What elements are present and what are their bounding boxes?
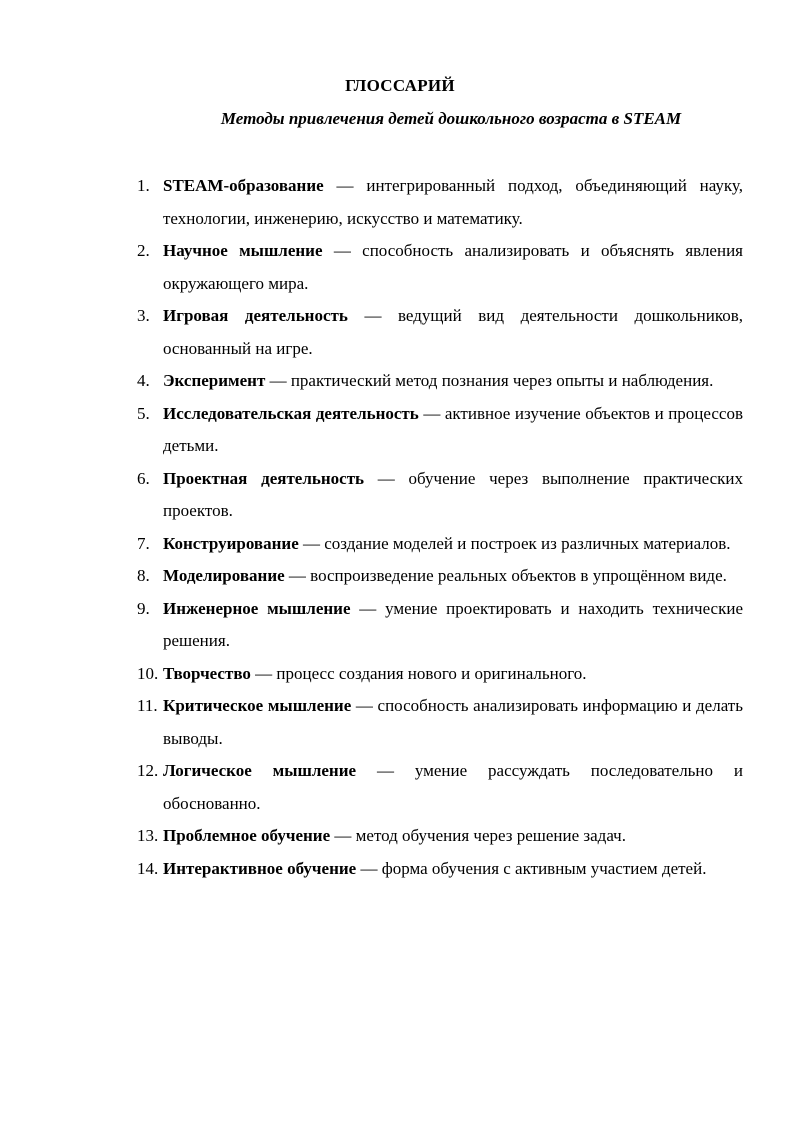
item-number: 13. <box>137 826 159 845</box>
item-number: 5. <box>137 403 150 423</box>
item-term: Игровая деятельность <box>163 306 348 325</box>
item-term: Логическое мышление <box>163 761 357 780</box>
glossary-item <box>0 365 800 398</box>
glossary-item <box>0 690 800 755</box>
item-number: 1. <box>137 176 150 195</box>
glossary-item <box>0 170 800 235</box>
document-title: ГЛОССАРИЙ <box>345 76 455 95</box>
item-text <box>163 690 743 755</box>
item-definition: — практический метод познания через опыты и наблюдения. <box>265 371 714 390</box>
item-number: 11. <box>137 696 158 715</box>
item-text <box>163 560 743 593</box>
item-definition: — форма обучения с активным участием детей. <box>356 858 707 878</box>
item-definition: — процесс создания нового и оригинального. <box>250 663 587 683</box>
item-text <box>163 365 743 398</box>
glossary-item <box>0 853 800 886</box>
item-term: Эксперимент <box>163 371 266 390</box>
item-definition: — воспроизведение реальных объектов в упрощённом виде. <box>284 566 727 585</box>
item-definition: — обучение через выполнение практических проектов. <box>163 468 744 520</box>
item-text <box>163 398 743 463</box>
document-subtitle: Методы привлечения детей дошкольного возраста в STEAM <box>220 109 682 128</box>
item-definition: — ведущий вид деятельности дошкольников, основанный на игре. <box>163 306 743 358</box>
item-text <box>163 755 743 820</box>
item-term: STEAM-образование <box>163 176 324 195</box>
item-definition: — способность анализировать и объяснять явления окружающего мира. <box>163 241 743 293</box>
glossary-item <box>0 820 800 853</box>
item-text <box>163 528 743 561</box>
glossary-item <box>0 300 800 365</box>
item-term: Научное мышление <box>163 241 323 260</box>
item-term: Исследовательская деятельность <box>163 403 419 423</box>
item-definition: — создание моделей и построек из различных материалов. <box>298 533 731 553</box>
item-definition: — умение проектировать и находить технические решения. <box>163 598 743 650</box>
item-number: 14. <box>137 858 159 878</box>
item-term: Критическое мышление <box>163 696 352 715</box>
item-text <box>163 593 743 658</box>
item-term: Интерактивное обучение <box>163 858 357 878</box>
item-definition: — активное изучение объектов и процессов детьми. <box>163 403 743 455</box>
item-text <box>163 658 743 691</box>
glossary-item <box>0 560 800 593</box>
glossary-item <box>0 755 800 820</box>
glossary-item <box>0 235 800 300</box>
item-number: 4. <box>137 371 150 390</box>
glossary-item <box>0 398 800 463</box>
item-number: 12. <box>137 761 159 780</box>
glossary-item <box>0 463 800 528</box>
glossary-item <box>0 528 800 561</box>
item-text <box>163 853 743 886</box>
item-number: 9. <box>137 598 150 618</box>
item-number: 7. <box>137 533 150 553</box>
item-text <box>163 463 743 528</box>
item-term: Творчество <box>163 663 251 683</box>
item-term: Инженерное мышление <box>163 598 351 618</box>
glossary-item <box>0 658 800 691</box>
item-definition: — метод обучения через решение задач. <box>330 826 626 845</box>
glossary-item <box>0 593 800 658</box>
item-text <box>163 820 743 853</box>
item-term: Моделирование <box>163 566 285 585</box>
item-number: 10. <box>137 663 159 683</box>
glossary-list <box>0 170 800 885</box>
item-definition: — интегрированный подход, объединяющий науку, технологии, инженерию, искусство и математику. <box>163 176 743 228</box>
item-term: Конструирование <box>163 533 299 553</box>
item-text <box>163 235 743 300</box>
item-term: Проектная деятельность <box>163 468 365 488</box>
item-number: 6. <box>137 468 150 488</box>
item-definition: — способность анализировать информацию и делать выводы. <box>163 696 743 748</box>
item-number: 3. <box>137 306 150 325</box>
item-number: 2. <box>137 241 150 260</box>
item-definition: — умение рассуждать последовательно и обоснованно. <box>163 761 744 813</box>
item-text <box>163 170 743 235</box>
item-number: 8. <box>137 566 150 585</box>
item-term: Проблемное обучение <box>163 826 331 845</box>
item-text <box>163 300 743 365</box>
